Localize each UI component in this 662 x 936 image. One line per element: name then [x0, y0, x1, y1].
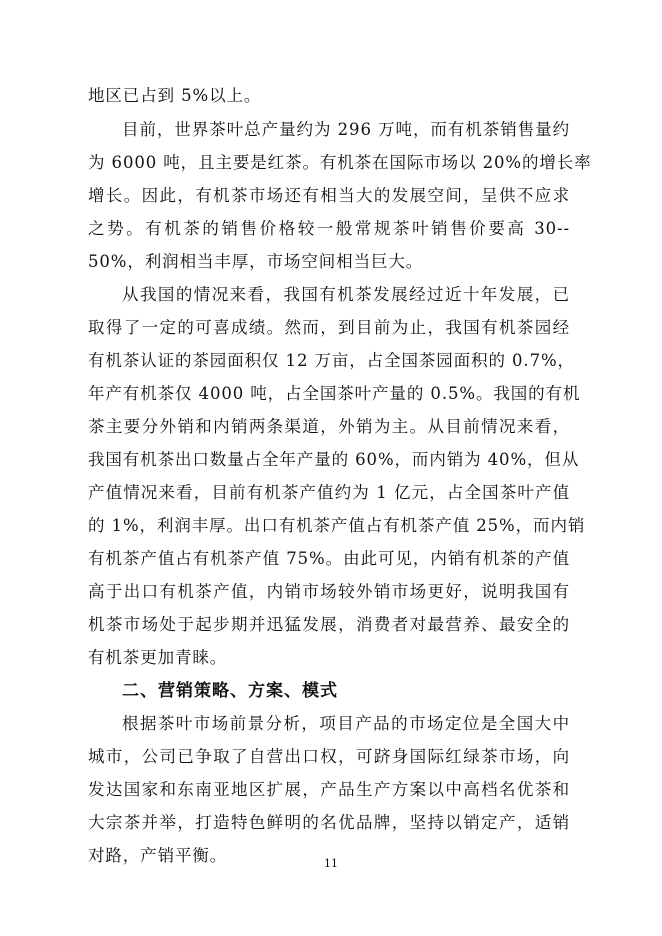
paragraph-first-line: 目前，世界茶叶总产量约为 296 万吨，而有机茶销售量约 — [122, 120, 570, 139]
text-line: 茶主要分外销和内销两条渠道，外销为主。从目前情况来看， — [88, 417, 570, 436]
text-line: 地区已占到 5%以上。 — [88, 86, 262, 105]
text-line: 年产有机茶仅 4000 吨，占全国茶叶产量的 0.5%。我国的有机 — [88, 384, 581, 403]
text-line: 之势。有机茶的销售价格较一般常规茶叶销售价要高 30-- — [88, 219, 570, 238]
text-line: 机茶市场处于起步期并迅猛发展，消费者对最营养、最安全的 — [88, 615, 570, 634]
text-line: 大宗茶并举，打造特色鲜明的名优品牌，坚持以销定产，适销 — [88, 813, 570, 832]
text-line: 有机茶认证的茶园面积仅 12 万亩，占全国茶园面积的 0.7%， — [88, 351, 575, 370]
section-heading: 二、营销策略、方案、模式 — [122, 681, 338, 701]
text-line: 取得了一定的可喜成绩。然而，到目前为止，我国有机茶园经 — [88, 318, 570, 337]
text-line: 发达国家和东南亚地区扩展，产品生产方案以中高档名优茶和 — [88, 780, 570, 799]
text-line: 我国有机茶出口数量占全年产量的 60%，而内销为 40%，但从 — [88, 450, 580, 469]
text-line: 增长。因此，有机茶市场还有相当大的发展空间，呈供不应求 — [88, 186, 570, 205]
text-line: 有机茶更加青睐。 — [88, 648, 228, 667]
page-number: 11 — [324, 857, 338, 870]
text-line: 对路，产销平衡。 — [88, 846, 228, 865]
text-line: 为 6000 吨，且主要是红茶。有机茶在国际市场以 20%的增长率 — [88, 153, 592, 172]
text-line: 城市，公司已争取了自营出口权，可跻身国际红绿茶市场，向 — [88, 747, 570, 766]
text-line: 的 1%，利润丰厚。出口有机茶产值占有机茶产值 25%，而内销 — [88, 516, 586, 535]
paragraph-first-line: 从我国的情况来看，我国有机茶发展经过近十年发展，已 — [122, 285, 570, 304]
text-line: 有机茶产值占有机茶产值 75%。由此可见，内销有机茶的产值 — [88, 549, 570, 568]
text-line: 50%，利润相当丰厚，市场空间相当巨大。 — [88, 252, 424, 271]
text-line: 产值情况来看，目前有机茶产值约为 1 亿元，占全国茶叶产值 — [88, 483, 570, 502]
text-line: 高于出口有机茶产值，内销市场较外销市场更好，说明我国有 — [88, 582, 570, 601]
paragraph-first-line: 根据茶叶市场前景分析，项目产品的市场定位是全国大中 — [122, 714, 570, 733]
